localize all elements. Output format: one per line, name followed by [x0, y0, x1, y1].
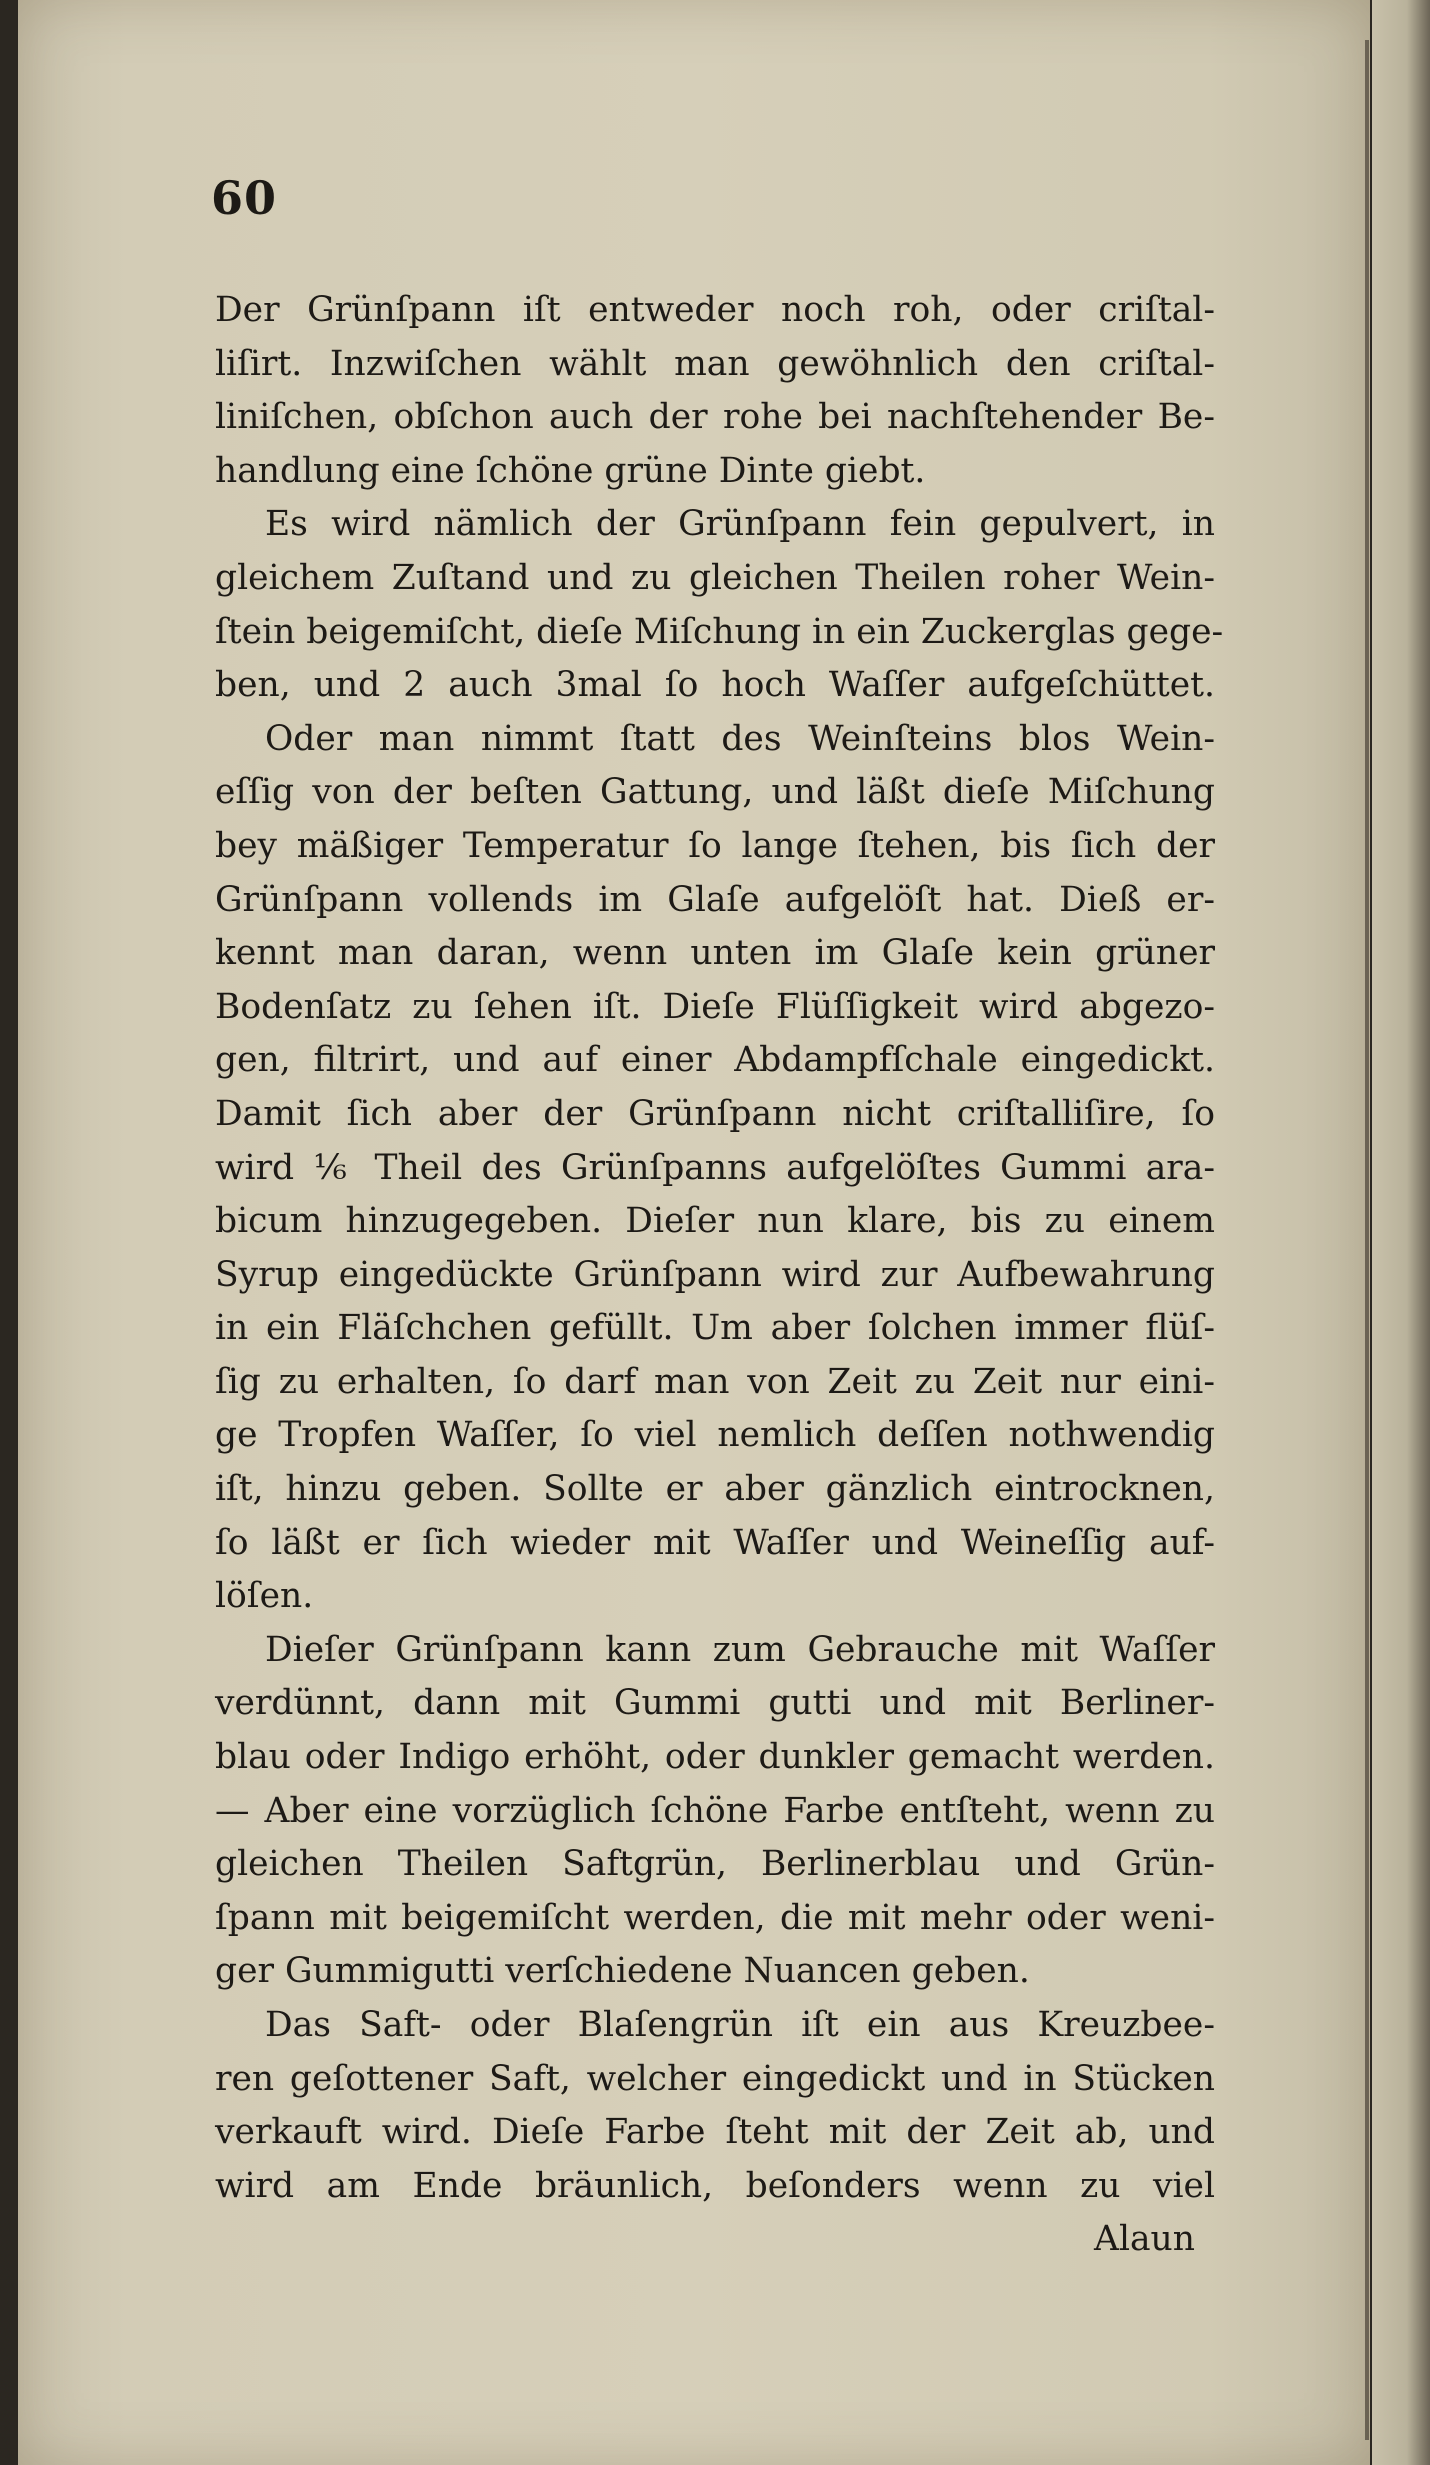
text-line: gleichen Theilen Saftgrün, Berlinerblau und Grün- [215, 1844, 1215, 1885]
catchword: Alaun [1094, 2219, 1195, 2260]
text-line: ſpann mit beigemiſcht werden, die mit mehr oder weni- [215, 1897, 1215, 1938]
text-line: handlung eine ſchöne grüne Dinte giebt. [215, 450, 926, 491]
text-line: löſen. [215, 1576, 314, 1617]
text-line: Der Grünſpann iſt entweder noch roh, oder criſtal- [215, 290, 1215, 330]
text-line: eſſig von der beſten Gattung, und läßt dieſe Miſchung [215, 772, 1215, 813]
text-line: Das Saft- oder Blaſengrün iſt ein aus Kreuzbee- [265, 2005, 1215, 2045]
text-line: Grünſpann vollends im Glaſe aufgelöſt hat. Dieß er- [215, 879, 1215, 920]
text-line: wird ⅙ Theil des Grünſpanns aufgelöſtes Gummi ara- [215, 1147, 1215, 1188]
text-line: verdünnt, dann mit Gummi gutti und mit Berliner- [215, 1683, 1215, 1724]
text-line: gleichem Zuſtand und zu gleichen Theilen roher Wein- [215, 557, 1215, 598]
text-line: ſig zu erhalten, ſo darf man von Zeit zu Zeit nur eini- [215, 1361, 1215, 1402]
text-line: ren geſottener Saft, welcher eingedickt und in Stücken [215, 2058, 1215, 2099]
page-edge-line [1365, 40, 1369, 2440]
text-line: iſt, hinzu geben. Sollte er aber gänzlich eintrocknen, [215, 1469, 1215, 1510]
text-line: ſo läßt er ſich wieder mit Waſſer und Weineſſig auf- [215, 1522, 1215, 1563]
text-line: kennt man daran, wenn unten im Glaſe kein grüner [215, 933, 1215, 974]
text-line: liſirt. Inzwiſchen wählt man gewöhnlich den criſtal- [215, 343, 1215, 384]
text-line: — Aber eine vorzüglich ſchöne Farbe entſteht, wenn zu [215, 1790, 1215, 1831]
text-line: liniſchen, obſchon auch der rohe bei nachſtehender Be- [215, 397, 1215, 438]
text-line: wird am Ende bräunlich, beſonders wenn zu viel [215, 2165, 1215, 2206]
text-line: ſtein beigemiſcht, dieſe Miſchung in ein Zuckerglas gege- [215, 611, 1224, 652]
text-line: Dieſer Grünſpann kann zum Gebrauche mit Waſſer [265, 1629, 1215, 1670]
text-line: blau oder Indigo erhöht, oder dunkler gemacht werden. [215, 1737, 1215, 1778]
text-line: Bodenſatz zu ſehen iſt. Dieſe Flüſſigkeit wird abgezo- [215, 986, 1215, 1027]
page-number: 60 [211, 171, 278, 225]
text-line: in ein Fläſchchen gefüllt. Um aber ſolchen immer flüſ- [215, 1308, 1215, 1349]
text-line: Es wird nämlich der Grünſpann fein gepulvert, in [265, 504, 1215, 545]
text-line: bey mäßiger Temperatur ſo lange ſtehen, bis ſich der [215, 825, 1215, 866]
text-line: Syrup eingedückte Grünſpann wird zur Aufbewahrung [215, 1254, 1215, 1295]
next-page-edge [1372, 0, 1430, 2465]
text-line: ge Tropfen Waſſer, ſo viel nemlich deſſen nothwendig [215, 1415, 1215, 1456]
text-line: bicum hinzugegeben. Dieſer nun klare, bis zu einem [215, 1201, 1215, 1242]
text-line: Damit ſich aber der Grünſpann nicht criſtalliſire, ſo [215, 1093, 1215, 1134]
text-line: ger Gummigutti verſchiedene Nuancen geben. [215, 1951, 1030, 1992]
text-line: gen, filtrirt, und auf einer Abdampfſchale eingedickt. [215, 1040, 1215, 1081]
text-block [211, 170, 1224, 2267]
text-line: Oder man nimmt ſtatt des Weinſteins blos Wein- [265, 718, 1215, 759]
text-line: ben, und 2 auch 3mal ſo hoch Waſſer aufgeſchüttet. [215, 665, 1215, 706]
text-line: verkauft wird. Dieſe Farbe ſteht mit der Zeit ab, und [215, 2112, 1215, 2153]
